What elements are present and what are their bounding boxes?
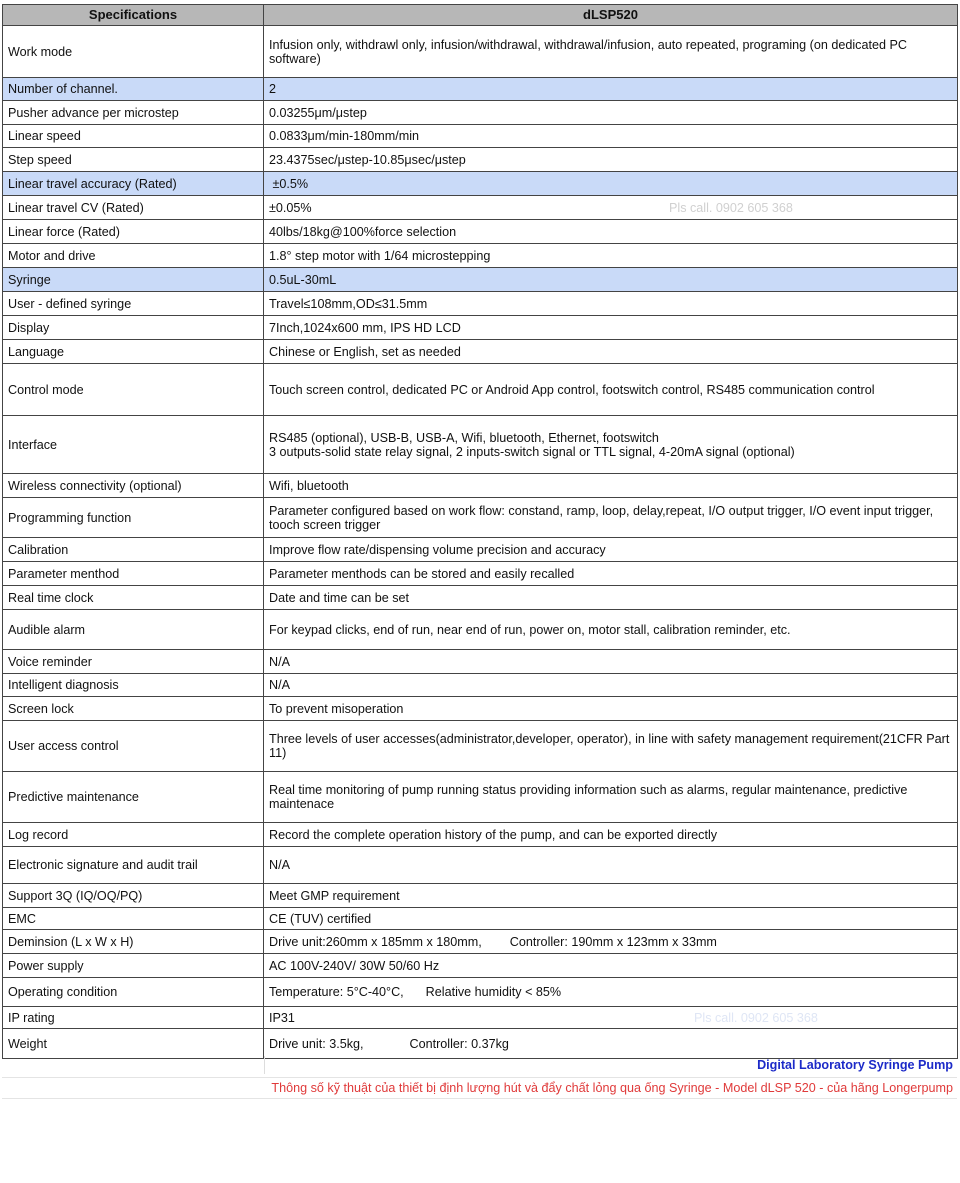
row-label: Screen lock [3,697,264,721]
table-row [3,562,958,586]
row-value-part: Drive unit: 3.5kg, [269,1036,364,1051]
row-value: Record the complete operation history of the pump, and can be exported directly [264,823,958,847]
row-value: N/A [264,674,958,697]
row-value: AC 100V-240V/ 30W 50/60 Hz [264,954,958,978]
table-row [3,268,958,292]
row-label: Linear travel accuracy (Rated) [3,172,264,196]
row-value: Date and time can be set [264,586,958,610]
row-label: Power supply [3,954,264,978]
row-label: Log record [3,823,264,847]
row-label: Programming function [3,498,264,538]
table-row [3,220,958,244]
row-value-part: Drive unit:260mm x 185mm x 180mm, [269,934,482,949]
row-value: ±0.5% [264,172,958,196]
table-row [3,1029,958,1059]
row-label: Intelligent diagnosis [3,674,264,697]
table-row [3,650,958,674]
table-row [3,954,958,978]
row-value-part: Temperature: 5°C-40°C, [269,985,404,999]
row-value: Infusion only, withdrawl only, infusion/withdrawal, withdrawal/infusion, auto repeated, programing (on dedicated PC software) [264,26,958,78]
table-row [3,196,958,220]
row-value: 23.4375sec/μstep-10.85μsec/μstep [264,148,958,172]
table-row [3,721,958,772]
row-label: Weight [3,1029,264,1059]
row-value-part: Relative humidity < 85% [425,985,562,999]
row-label: User access control [3,721,264,772]
watermark-phone: Pls call. 0902 605 368 [694,1011,818,1025]
row-value: Wifi, bluetooth [264,474,958,498]
table-row [3,823,958,847]
row-label: Audible alarm [3,610,264,650]
row-value: Real time monitoring of pump running status providing information such as alarms, regular maintenance, predictive maintenace [264,772,958,823]
row-value: 0.03255μm/μstep [264,101,958,125]
table-row [3,847,958,884]
row-value: Chinese or English, set as needed [264,340,958,364]
row-label: Work mode [3,26,264,78]
footer-caption: Thông số kỹ thuật của thiết bị định lượng hút và đẩy chất lỏng qua ống Syringe - Model dLSP 520 - của hãng Longerpump [271,1081,953,1095]
table-row [3,474,958,498]
table-row [3,26,958,78]
table-row [3,148,958,172]
table-row [3,316,958,340]
row-label: Syringe [3,268,264,292]
header-col-model: dLSP520 [264,5,958,26]
row-value-line: RS485 (optional), USB-B, USB-A, Wifi, bluetooth, Ethernet, footswitch [269,430,659,445]
row-value-text: ±0.05% [269,200,312,215]
header-col-specifications: Specifications [3,5,264,26]
row-value: Parameter menthods can be stored and easily recalled [264,562,958,586]
row-value: 0.0833μm/min-180mm/min [264,125,958,148]
row-label: Calibration [3,538,264,562]
row-value: CE (TUV) certified [264,908,958,930]
row-value: 2 [264,78,958,101]
row-label: Real time clock [3,586,264,610]
row-label: IP rating [3,1007,264,1029]
row-value [264,978,958,1007]
row-value-part: Controller: 0.37kg [409,1036,509,1051]
row-label: Linear travel CV (Rated) [3,196,264,220]
row-label: Language [3,340,264,364]
table-row [3,78,958,101]
table-row [3,908,958,930]
row-value: 1.8° step motor with 1/64 microstepping [264,244,958,268]
table-row [3,292,958,316]
row-label: Electronic signature and audit trail [3,847,264,884]
row-label: Pusher advance per microstep [3,101,264,125]
row-label: User - defined syringe [3,292,264,316]
table-row [3,364,958,416]
row-label: Support 3Q (IQ/OQ/PQ) [3,884,264,908]
row-value [264,930,958,954]
table-row [3,101,958,125]
row-label: Display [3,316,264,340]
row-label: Operating condition [3,978,264,1007]
row-value: Parameter configured based on work flow: constand, ramp, loop, delay,repeat, I/O output trigger, I/O event input trigger, tooch screen trigger [264,498,958,538]
row-value: Travel≤108mm,OD≤31.5mm [264,292,958,316]
row-label: Wireless connectivity (optional) [3,474,264,498]
row-value: Touch screen control, dedicated PC or Android App control, footswitch control, RS485 communication control [264,364,958,416]
row-label: Interface [3,416,264,474]
table-row [3,772,958,823]
row-value [264,1007,958,1029]
table-row [3,930,958,954]
row-value [264,416,958,474]
row-value: Three levels of user accesses(administrator,developer, operator), in line with safety management requirement(21CFR Part 11) [264,721,958,772]
row-value [264,196,958,220]
row-value: 0.5uL-30mL [264,268,958,292]
row-label: EMC [3,908,264,930]
table-row [3,244,958,268]
table-row [3,172,958,196]
row-value: Meet GMP requirement [264,884,958,908]
watermark-phone: Pls call. 0902 605 368 [669,201,793,215]
table-header [3,5,958,26]
footer-title: Digital Laboratory Syringe Pump [757,1058,953,1072]
row-value: N/A [264,847,958,884]
row-value: Improve flow rate/dispensing volume precision and accuracy [264,538,958,562]
row-label: Predictive maintenance [3,772,264,823]
spec-table [2,4,958,1059]
row-label: Motor and drive [3,244,264,268]
footer-divider [264,1056,265,1074]
row-value: 40lbs/18kg@100%force selection [264,220,958,244]
table-row [3,416,958,474]
row-label: Number of channel. [3,78,264,101]
row-label: Parameter menthod [3,562,264,586]
table-row [3,697,958,721]
row-value: For keypad clicks, end of run, near end of run, power on, motor stall, calibration reminder, etc. [264,610,958,650]
table-row [3,586,958,610]
table-row [3,538,958,562]
row-label: Step speed [3,148,264,172]
row-label: Deminsion (L x W x H) [3,930,264,954]
row-label: Control mode [3,364,264,416]
row-label: Linear speed [3,125,264,148]
table-row [3,674,958,697]
row-value-text: IP31 [269,1010,295,1025]
table-row [3,125,958,148]
row-value-line: 3 outputs-solid state relay signal, 2 inputs-switch signal or TTL signal, 4-20mA signal (optional) [269,444,795,459]
row-value-part: Controller: 190mm x 123mm x 33mm [509,934,717,949]
row-value: 7Inch,1024x600 mm, IPS HD LCD [264,316,958,340]
table-row [3,610,958,650]
table-row [3,884,958,908]
row-value: To prevent misoperation [264,697,958,721]
table-row [3,1007,958,1029]
row-label: Voice reminder [3,650,264,674]
table-row [3,498,958,538]
table-row [3,340,958,364]
row-value [264,1029,958,1059]
row-label: Linear force (Rated) [3,220,264,244]
table-row [3,978,958,1007]
row-value: N/A [264,650,958,674]
